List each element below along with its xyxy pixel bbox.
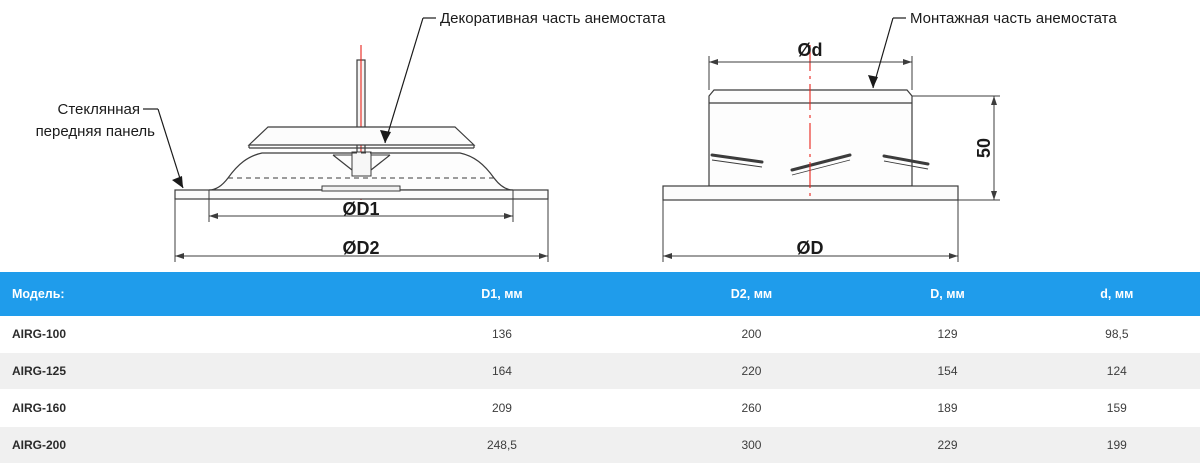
leader-glass-panel [143, 109, 183, 188]
annotation-glass-panel-line1: Стеклянная [57, 101, 140, 118]
dimension-d-label: ØD [796, 238, 824, 258]
header-d1: D1, мм [362, 272, 641, 316]
cell-dd: 98,5 [1034, 316, 1200, 353]
table-header [0, 272, 1200, 316]
table-row [0, 427, 1200, 464]
dimension-height-label: 50 [974, 137, 994, 159]
cell-d1: 136 [362, 316, 641, 353]
table-row [0, 353, 1200, 390]
cell-dd: 199 [1034, 427, 1200, 464]
header-model: Модель: [0, 272, 362, 316]
leader-mounting-part [868, 18, 906, 88]
cell-d1: 164 [362, 353, 641, 390]
table-body [0, 316, 1200, 464]
table-header-row [0, 272, 1200, 316]
dimension-d2-label: ØD2 [342, 238, 380, 258]
header-d2: D2, мм [642, 272, 862, 316]
header-d: D, мм [861, 272, 1033, 316]
cell-d: 129 [861, 316, 1033, 353]
leader-decorative-part [380, 18, 436, 143]
cell-d2: 300 [642, 427, 862, 464]
left-section-view [175, 45, 548, 200]
annotation-glass-panel-line2: передняя панель [35, 123, 155, 140]
specifications-table [0, 272, 1200, 464]
cell-d1: 209 [362, 390, 641, 427]
cell-d: 229 [861, 427, 1033, 464]
cell-d: 189 [861, 390, 1033, 427]
cell-d2: 200 [642, 316, 862, 353]
dimension-dd-label: Ød [797, 40, 823, 60]
dimension-d1-label: ØD1 [342, 199, 380, 219]
cell-model: AIRG-200 [0, 427, 362, 464]
cell-model: AIRG-160 [0, 390, 362, 427]
cell-dd: 124 [1034, 353, 1200, 390]
table-row [0, 316, 1200, 353]
cell-d2: 220 [642, 353, 862, 390]
annotation-decorative-part: Декоративная часть анемостата [440, 10, 666, 27]
cell-dd: 159 [1034, 390, 1200, 427]
cell-model: AIRG-100 [0, 316, 362, 353]
cell-d1: 248,5 [362, 427, 641, 464]
cell-model: AIRG-125 [0, 353, 362, 390]
cell-d2: 260 [642, 390, 862, 427]
annotation-mounting-part: Монтажная часть анемостата [910, 10, 1117, 27]
cell-d: 154 [861, 353, 1033, 390]
table-row [0, 390, 1200, 427]
header-dd: d, мм [1034, 272, 1200, 316]
